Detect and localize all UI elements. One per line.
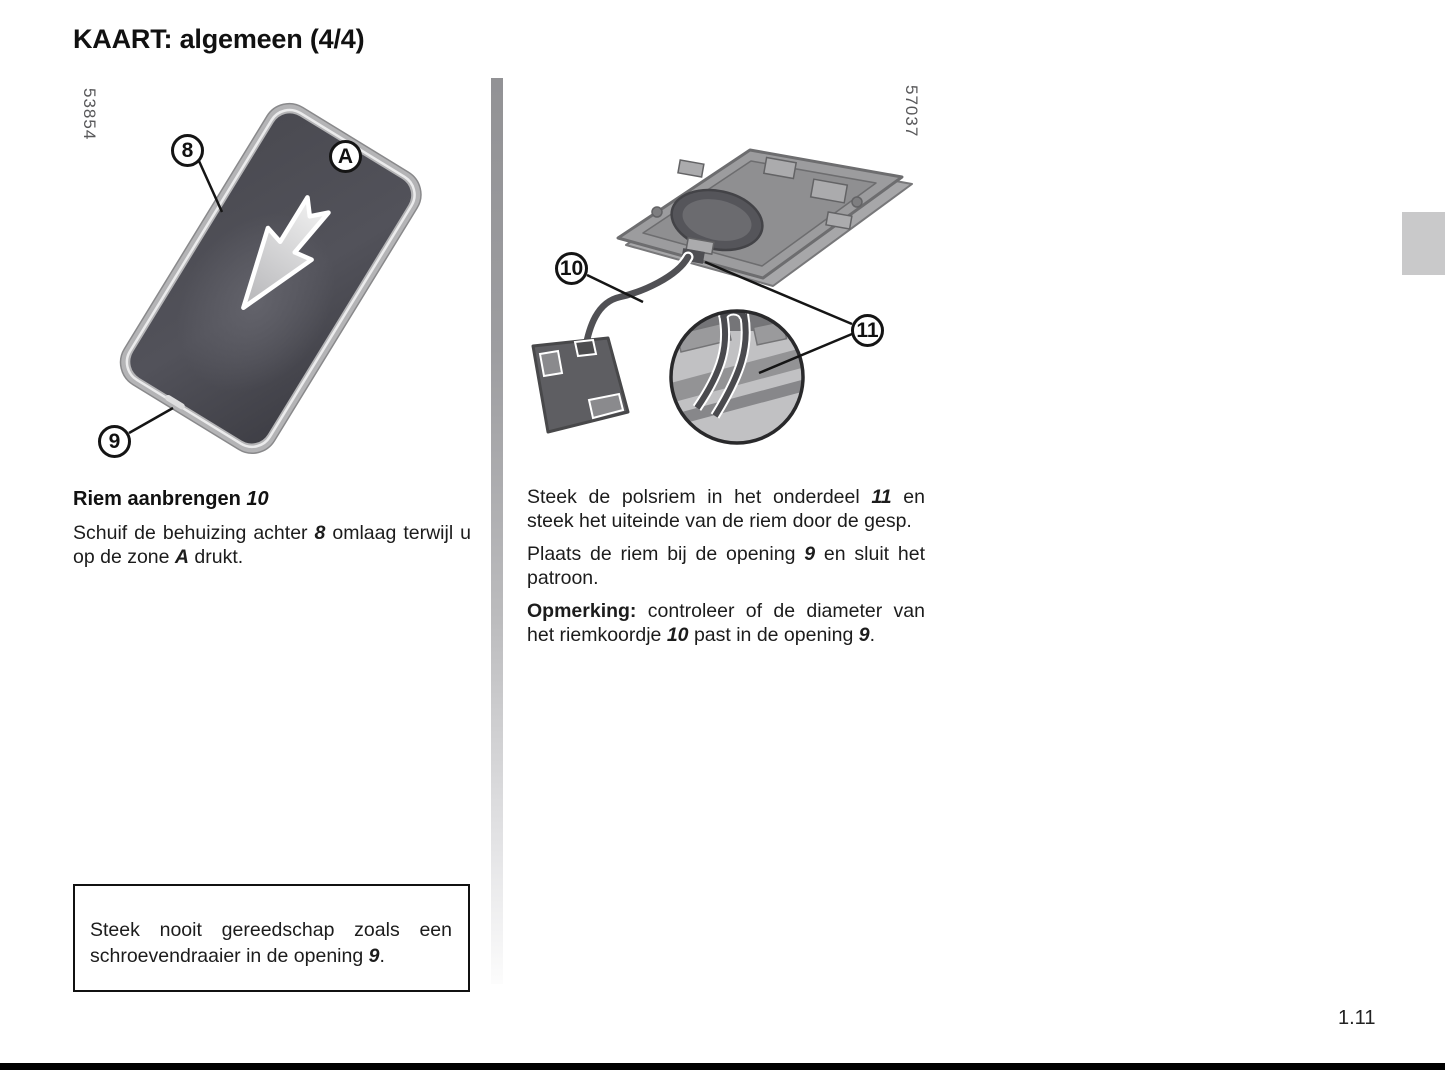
callout-line-8 xyxy=(199,161,222,212)
right-paragraph-2: Plaats de riem bij de opening 9 en sluit het patroon. xyxy=(527,543,925,589)
page-title: KAART: algemeen (4/4) xyxy=(73,24,365,54)
right-paragraph-1: Steek de polsriem in het onderdeel 11 en steek het uiteinde van de riem door de gesp. xyxy=(527,486,925,532)
section-heading: Riem aanbrengen 10 xyxy=(73,488,269,510)
figure-ref-right: 57037 xyxy=(902,85,921,138)
warning-box: Steek nooit gereedschap zoals een schroevendraaier in de opening 9. xyxy=(73,884,470,992)
section-edge-tab xyxy=(1402,212,1445,275)
column-divider xyxy=(491,78,503,984)
left-paragraph: Schuif de behuizing achter 8 omlaag terwijl u op de zone A drukt. xyxy=(73,522,471,568)
callout-11: 11 xyxy=(851,314,884,347)
keycard-front-illustration xyxy=(73,82,473,474)
detail-circle xyxy=(667,311,809,444)
figure-keycard-back xyxy=(527,82,927,480)
right-text-column xyxy=(527,485,925,656)
callout-line-9 xyxy=(129,408,173,433)
callout-8: 8 xyxy=(171,134,204,167)
page-number: 1.11 xyxy=(1338,1007,1376,1029)
callout-9: 9 xyxy=(98,425,131,458)
strap-cord xyxy=(585,257,688,350)
callout-10: 10 xyxy=(555,252,588,285)
left-text-column xyxy=(73,487,471,578)
footer-bar xyxy=(0,1063,1445,1070)
strap-end xyxy=(533,338,628,432)
right-paragraph-3: Opmerking: controleer of de diameter van het riemkoordje 10 past in de opening 9. xyxy=(527,600,925,646)
keycard-back-illustration xyxy=(527,82,927,480)
figure-ref-left: 53854 xyxy=(80,88,99,141)
figure-keycard-front xyxy=(73,82,473,474)
callout-A: A xyxy=(329,140,362,173)
